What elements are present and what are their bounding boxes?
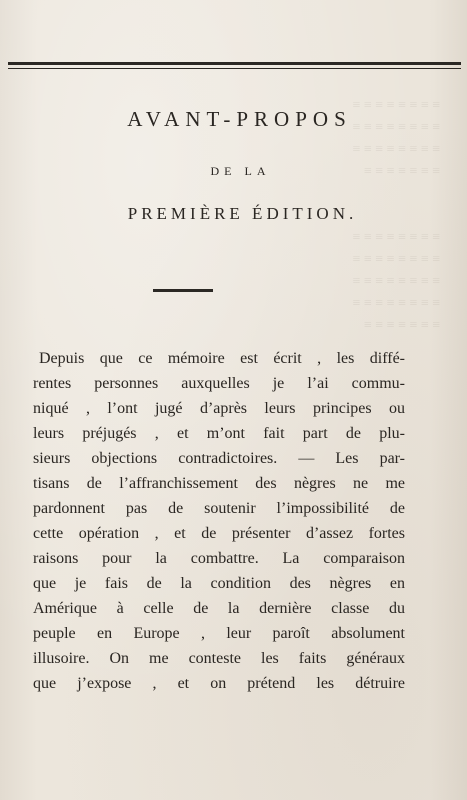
page-subtitle: DE LA [210, 164, 271, 178]
body-line: cette opération , et de présenter d’assez fortes [33, 525, 405, 542]
body-line: leurs préjugés , et m’ont fait part de plu- [33, 425, 405, 442]
body-line: peuple en Europe , leur paroît absolument [33, 625, 405, 642]
body-paragraph [33, 346, 405, 696]
body-line: rentes personnes auxquelles je l’ai commu- [33, 375, 405, 392]
body-line: que j’expose , et on prétend les détruire [33, 675, 405, 692]
body-line: niqué , l’ont jugé d’après leurs principes ou [33, 400, 405, 417]
body-line: illusoire. On me conteste les faits généraux [33, 650, 405, 667]
body-line: Depuis que ce mémoire est écrit , les diffé- [39, 350, 405, 367]
section-divider [153, 289, 213, 292]
bleed-through-text: ≡ ≡ ≡ ≡ ≡ ≡ ≡ ≡ ≡ ≡ ≡ ≡ ≡ ≡ ≡ ≡ ≡ ≡ ≡ ≡ ≡ ≡ ≡ ≡ ≡ ≡ ≡ ≡ ≡ ≡ ≡ ≡ ≡ ≡ ≡ ≡ ≡ ≡ ≡ ≡ ≡ ≡ ≡ ≡ ≡ ≡ ≡ ≡ ≡ ≡ ≡ ≡ ≡ ≡ ≡ ≡ ≡ ≡ ≡ ≡ ≡ ≡ ≡ ≡ ≡ ≡ ≡ ≡ ≡ ≡ [352, 98, 440, 333]
body-line: que je fais de la condition des nègres en [33, 575, 405, 592]
body-line: tisans de l’affranchissement des nègres ne me [33, 475, 405, 492]
body-line: sieurs objections contradictoires. — Les par- [33, 450, 405, 467]
header-rule-thin [8, 68, 461, 69]
body-line: pardonnent pas de soutenir l’impossibilité de [33, 500, 405, 517]
body-line: raisons pour la combattre. La comparaison [33, 550, 405, 567]
body-line: Amérique à celle de la dernière classe du [33, 600, 405, 617]
page-subtitle-edition: PREMIÈRE ÉDITION. [127, 204, 358, 223]
page-title: AVANT-PROPOS [127, 107, 352, 131]
header-rule-thick [8, 62, 461, 65]
